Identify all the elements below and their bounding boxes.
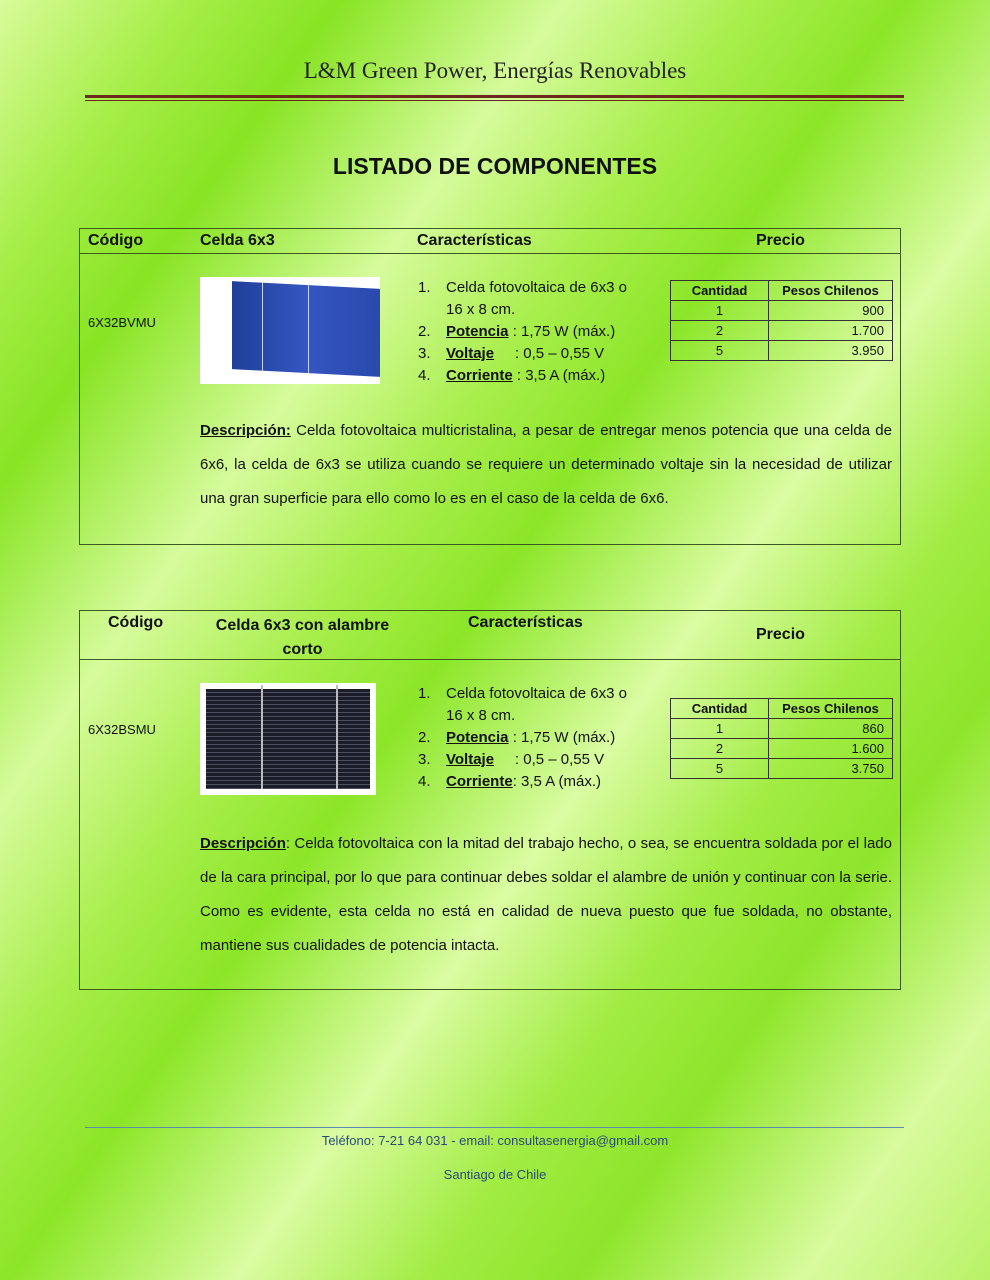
text: : Celda fotovoltaica con la mitad del trabajo hecho, o sea, se encuentra soldada por el lado de la cara principal, por lo que para continuar debes soldar el alambre de unión y continuar con la serie. Como es evidente, esta celda no está en calidad de nueva puesto que fue soldada, no obstante, mantiene sus cualidades de potencia intacta. (200, 835, 892, 954)
feature-item (416, 727, 646, 749)
footer-divider (85, 1127, 904, 1128)
header-code: Código (108, 614, 164, 631)
header-price: Precio (756, 232, 805, 249)
product-code: 6X32BSMU (88, 722, 156, 737)
text: 1 (671, 301, 769, 321)
product-card-2 (79, 610, 901, 990)
price-table (670, 280, 893, 361)
text: 2. (418, 729, 431, 746)
text: 900 (769, 301, 893, 321)
text: : 0,5 – 0,55 V (494, 751, 605, 768)
text: 3. (418, 751, 431, 768)
text: : 1,75 W (máx.) (508, 729, 616, 746)
document-header: L&M Green Power, Energías Renovables (303, 58, 687, 83)
solar-cell-image (200, 277, 380, 384)
product-description (200, 414, 892, 516)
text: Cantidad (671, 699, 769, 719)
header-price: Precio (756, 626, 805, 643)
text: Potencia (446, 323, 509, 340)
text: Pesos Chilenos (769, 699, 893, 719)
header-name: Celda 6x3 (200, 232, 275, 249)
header-code: Código (88, 232, 144, 249)
text: Descripción (200, 835, 286, 852)
text: 1.700 (769, 321, 893, 341)
product-header-row (80, 229, 900, 254)
text: Celda fotovoltaica multicristalina, a pesar de entregar menos potencia que una celda de 6x6, la celda de 6x3 se utiliza cuando se requiere un determinado voltaje sin la necesidad de utilizar una gran superficie para ello como lo es en el caso de la celda de 6x6. (200, 422, 892, 507)
features-list (416, 277, 646, 387)
feature-item (416, 683, 646, 727)
text: Descripción: (200, 422, 291, 439)
text: 3.750 (769, 759, 893, 779)
text: : 3,5 A (máx.) (512, 367, 606, 384)
product-code: 6X32BVMU (88, 315, 156, 330)
text: Corriente (446, 367, 513, 384)
text: Celda fotovoltaica de 6x3 o 16 x 8 cm. (446, 685, 627, 724)
text: 1. (418, 685, 431, 702)
product-description (200, 827, 892, 963)
features-list (416, 683, 646, 793)
header-name: Celda 6x3 con alambre corto (215, 617, 390, 658)
text: 3.950 (769, 341, 893, 361)
text: 2. (418, 323, 431, 340)
text: 4. (418, 773, 431, 790)
text: 1.600 (769, 739, 893, 759)
text: Celda fotovoltaica de 6x3 o 16 x 8 cm. (446, 279, 627, 318)
product-header-row (80, 611, 900, 660)
text: 5 (671, 759, 769, 779)
footer-city: Santiago de Chile (443, 1167, 547, 1182)
price-table (670, 698, 893, 779)
text: : 3,5 A (máx.) (512, 773, 602, 790)
text: 860 (769, 719, 893, 739)
text: 1. (418, 279, 431, 296)
text: 2 (671, 739, 769, 759)
feature-item (416, 343, 646, 365)
text: : 1,75 W (máx.) (508, 323, 616, 340)
footer-contact: Teléfono: 7-21 64 031 - email: consultasenergia@gmail.com (321, 1133, 669, 1148)
feature-item (416, 321, 646, 343)
text: Corriente (446, 773, 513, 790)
page-title: LISTADO DE COMPONENTES (332, 153, 658, 179)
feature-item (416, 771, 646, 793)
text: Voltaje (446, 345, 495, 362)
header-features: Características (468, 614, 583, 631)
text: 5 (671, 341, 769, 361)
header-features: Características (417, 232, 532, 249)
text: 1 (671, 719, 769, 739)
text: Potencia (446, 729, 509, 746)
feature-item (416, 365, 646, 387)
text: 2 (671, 321, 769, 341)
feature-item (416, 749, 646, 771)
text: 4. (418, 367, 431, 384)
feature-item (416, 277, 646, 321)
text: Cantidad (671, 281, 769, 301)
text: Pesos Chilenos (769, 281, 893, 301)
text: Voltaje (446, 751, 495, 768)
solar-cell-image (200, 683, 376, 795)
header-divider (85, 95, 904, 101)
text: : 0,5 – 0,55 V (494, 345, 605, 362)
text: 3. (418, 345, 431, 362)
product-card-1 (79, 228, 901, 545)
